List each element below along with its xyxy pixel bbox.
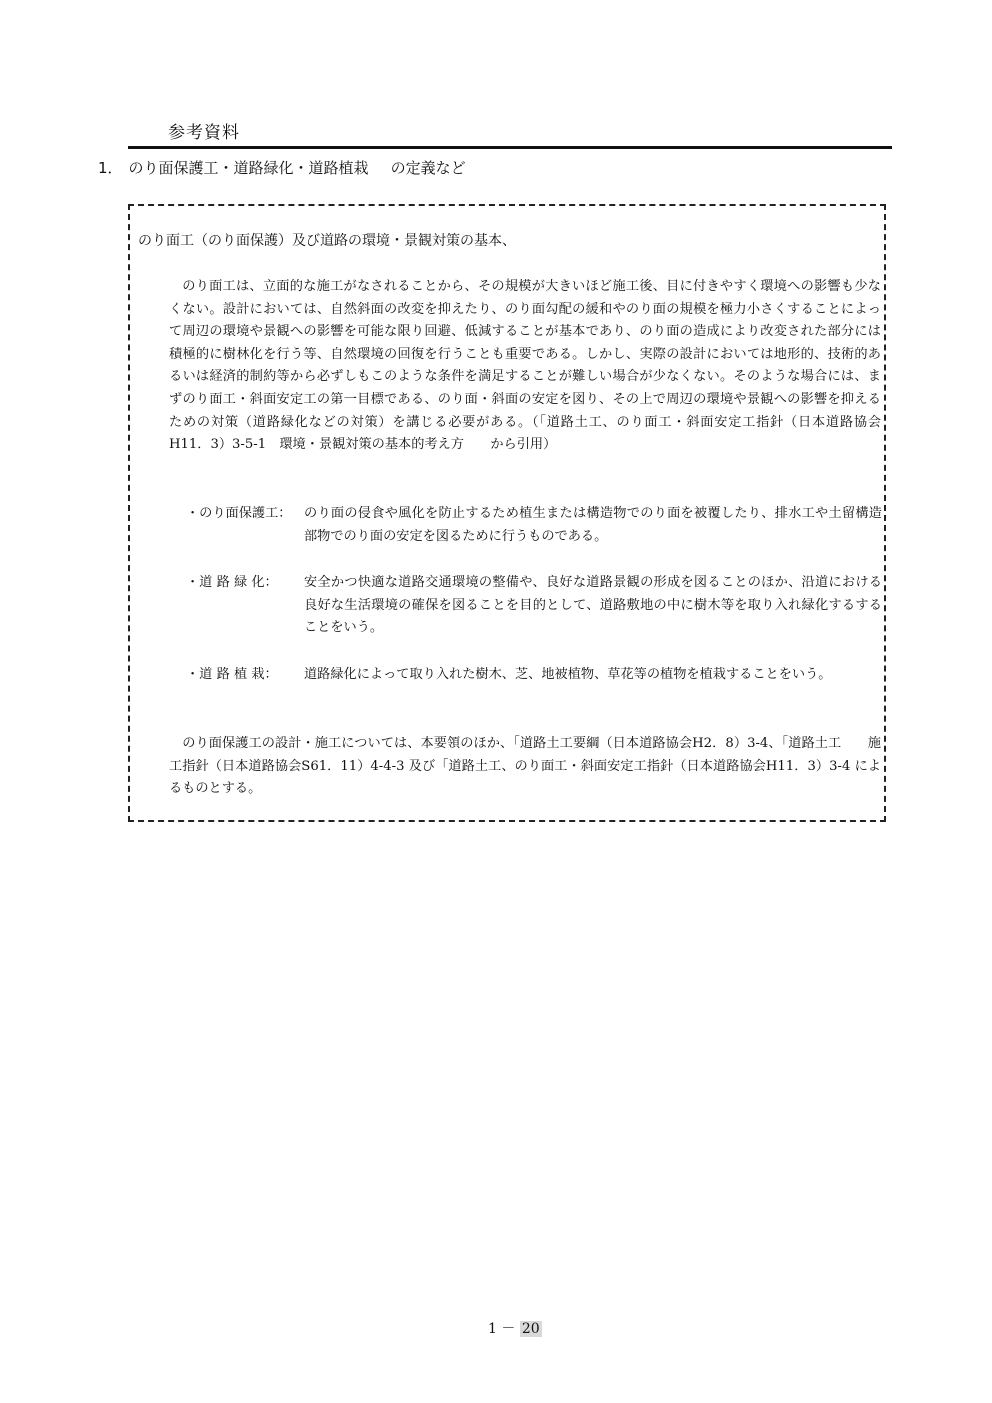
definition-desc: 道路緑化によって取り入れた樹木、芝、地被植物、草花等の植物を植栽することをいう。 (304, 667, 832, 682)
definition-road-greening (186, 572, 882, 640)
closing-paragraph: のり面保護工の設計・施工については、本要領のほか、「道路土工要綱（日本道路協会H2．8）3-4、「道路土工 施工指針（日本道路協会S61．11）4-4-3 及び「道路土工、のり面工・斜面安定工指針（日本道路協会H11．3）3-4 によるものとする。 (169, 736, 881, 797)
section-title: のり面保護工・道路緑化・道路植栽 (128, 159, 369, 177)
page-number-value: 20 (521, 1321, 540, 1337)
definition-term: ・道 路 植 栽： (186, 667, 278, 682)
definition-slope-protection (186, 503, 882, 548)
page-number (488, 1318, 542, 1338)
definition-term: ・のり面保護工： (186, 506, 292, 521)
section-number: 1． (98, 159, 123, 177)
box-title: のり面工（のり面保護）及び道路の環境・景観対策の基本、 (138, 233, 516, 249)
definition-desc: のり面の侵食や風化を防止するため植生または構造物でのり面を被覆したり、排水工や土留構造部物でのり面の安定を図るために行うものである。 (304, 506, 882, 544)
header-rule (128, 146, 892, 149)
intro-paragraph: のり面工は、立面的な施工がなされることから、その規模が大きいほど施工後、目に付きやすく環境への影響も少なくない。設計においては、自然斜面の改変を抑えたり、のり面勾配の緩和やのり面の規模を極力小さくすることによって周辺の環境や景観への影響を可能な限り回避、低減することが基本であり、のり面の造成により改変された部分には積極的に樹林化を行う等、自然環境の回復を行うことも重要である。しかし、実際の設計においては地形的、技術的あるいは経済的制約等から必ずしもこのような条件を満足することが難しい場合が少なくない。そのような場合には、まずのり面工・斜面安定工の第一目標である、のり面・斜面の安定を図り、その上で周辺の環境や景観への影響を抑えるための対策（道路緑化などの対策）を講じる必要がある。（「道路土工、のり面工・斜面安定工指針（日本道路協会H11．3）3-5-1 環境・景観対策の基本的考え方 から引用） (169, 279, 881, 453)
section-heading (98, 157, 466, 178)
section-title-suffix: の定義など (390, 159, 466, 177)
definition-term: ・道 路 緑 化： (186, 575, 278, 590)
definition-road-planting (186, 664, 882, 687)
page-prefix: 1 － (488, 1321, 516, 1337)
header-label: 参考資料 (168, 123, 240, 143)
definition-desc: 安全かつ快適な道路交通環境の整備や、良好な道路景観の形成を図ることのほか、沿道における良好な生活環境の確保を図ることを目的として、道路敷地の中に樹木等を取り入れ緑化するすることをいう。 (304, 575, 882, 636)
